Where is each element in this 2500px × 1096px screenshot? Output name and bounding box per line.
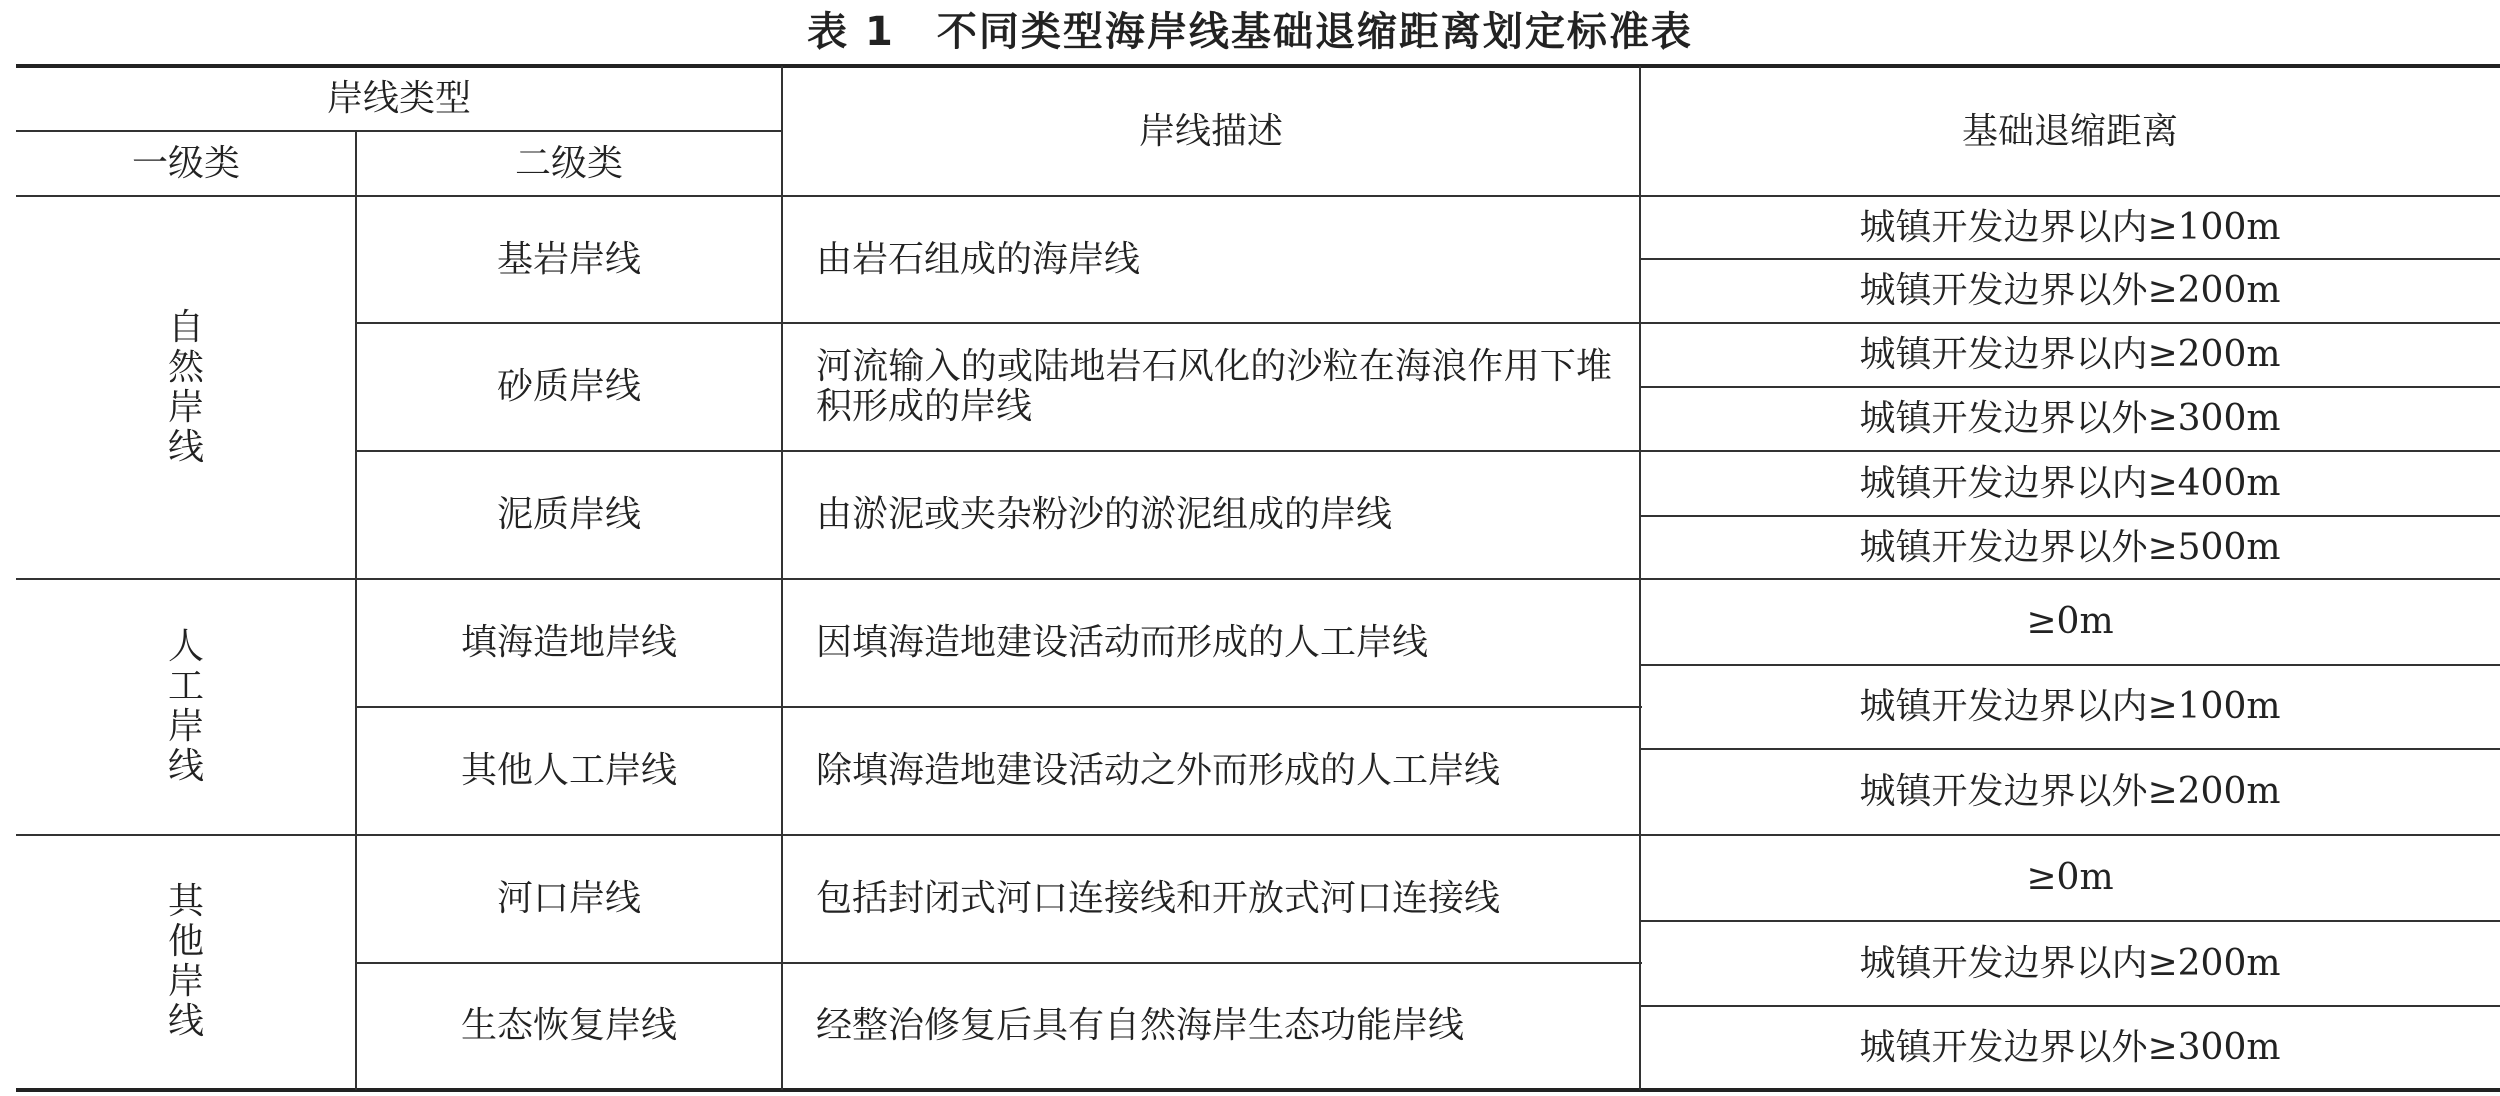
- desc-text: 除填海造地建设活动之外而形成的人工岸线: [816, 750, 1501, 791]
- group-natural: [16, 197, 356, 578]
- distance-value: ≥0m: [2026, 857, 2114, 898]
- desc-bedrock: [782, 197, 1640, 322]
- distance-value: 城镇开发边界以内≥100m: [1859, 686, 2281, 727]
- distance-value: 城镇开发边界以外≥300m: [1859, 398, 2281, 439]
- desc-ecological-restoration: [782, 964, 1640, 1088]
- group-artificial: [16, 580, 356, 834]
- desc-text: 由岩石组成的海岸线: [816, 238, 1141, 280]
- header-level1: 一级类: [131, 142, 240, 184]
- desc-text: 经整治修复后具有自然海岸生态功能岸线: [816, 1005, 1465, 1046]
- type-muddy: 泥质岸线: [496, 494, 641, 535]
- desc-reclamation: [782, 580, 1640, 706]
- distance-value: 城镇开发边界以内≥200m: [1859, 334, 2281, 375]
- desc-text: 因填海造地建设活动而形成的人工岸线: [816, 622, 1429, 663]
- type-reclamation: 填海造地岸线: [460, 622, 677, 663]
- header-description: 岸线描述: [1138, 110, 1283, 152]
- desc-text: 由淤泥或夹杂粉沙的淤泥组成的岸线: [816, 494, 1393, 535]
- distance-value: 城镇开发边界以内≥400m: [1859, 462, 2281, 504]
- type-other-artificial: 其他人工岸线: [460, 750, 677, 791]
- desc-estuary: [782, 836, 1640, 962]
- table-title: 表 1 不同类型海岸线基础退缩距离划定标准表: [807, 9, 1693, 55]
- group-other: [16, 836, 356, 1088]
- distance-value: 城镇开发边界以外≥200m: [1859, 270, 2281, 311]
- type-sandy: 砂质岸线: [496, 366, 641, 407]
- header-distance: 基础退缩距离: [1961, 110, 2178, 152]
- distance-value: ≥0m: [2026, 601, 2114, 642]
- desc-muddy: [782, 452, 1640, 578]
- distance-value: 城镇开发边界以外≥500m: [1859, 526, 2281, 568]
- desc-sandy: [782, 324, 1640, 450]
- group-label-other: 其 他 岸 线: [167, 881, 204, 1042]
- header-shoreline-type: 岸线类型: [326, 78, 471, 119]
- distance-value: 城镇开发边界以内≥200m: [1859, 942, 2281, 984]
- type-ecological-restoration: 生态恢复岸线: [460, 1005, 677, 1046]
- group-label-natural: 自 然 岸 线: [167, 306, 204, 468]
- header-level2: 二级类: [514, 142, 623, 184]
- table-bottom-border: [16, 1088, 2500, 1092]
- group-label-artificial: 人 工 岸 线: [167, 626, 204, 787]
- desc-text: 河流输入的或陆地岩石风化的沙粒在海浪作用下堆积形成的岸线: [816, 346, 1612, 427]
- desc-text: 包括封闭式河口连接线和开放式河口连接线: [816, 878, 1501, 919]
- distance-value: 城镇开发边界以外≥200m: [1859, 771, 2281, 812]
- distance-value: 城镇开发边界以内≥100m: [1859, 206, 2281, 248]
- type-bedrock: 基岩岸线: [496, 238, 641, 280]
- distance-value: 城镇开发边界以外≥300m: [1859, 1026, 2281, 1068]
- type-estuary: 河口岸线: [496, 878, 641, 919]
- desc-other-artificial: [782, 708, 1640, 834]
